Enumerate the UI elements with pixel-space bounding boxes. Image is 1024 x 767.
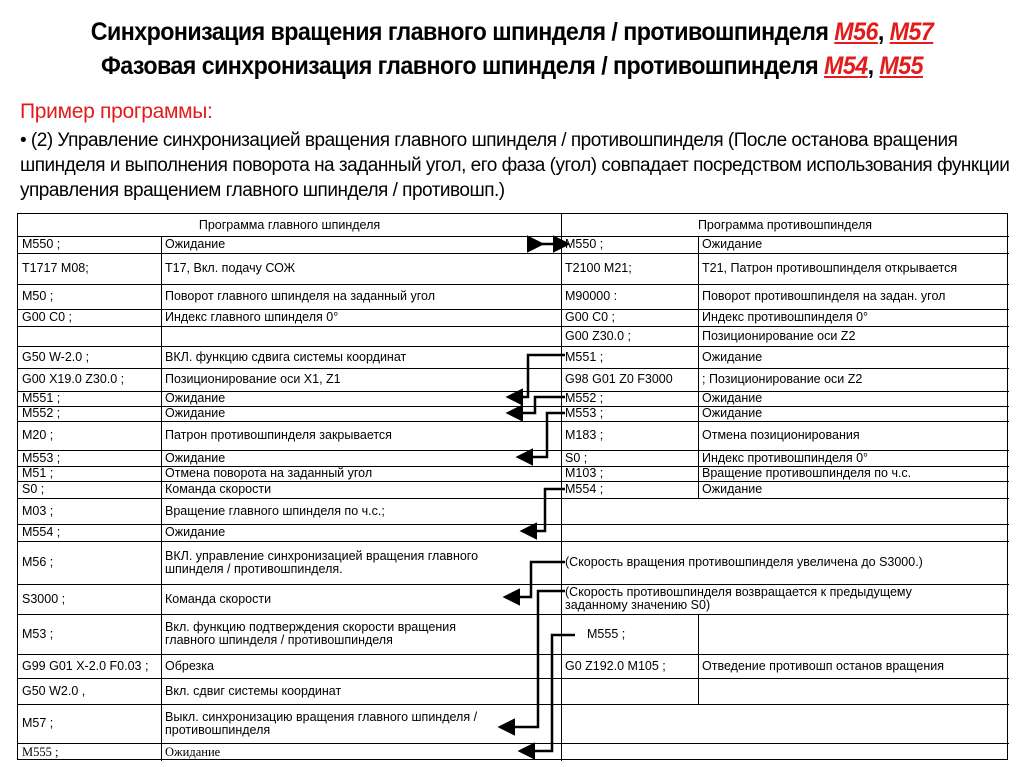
sub-note-cell: (Скорость вращения противошпинделя увеличена до S3000.) <box>565 555 923 569</box>
row-divider <box>561 498 1009 499</box>
sub-note-cell: (Скорость противошпинделя возвращается к предыдущему заданному значению S0) <box>565 585 912 612</box>
description-bullet: • (2) Управление синхронизацией вращения главного шпинделя / противошпинделя (После останова вращения шпинделя и выполнения поворота на заданный угол, его фаза (угол) совпадает посредством использования функции управления вращением главного шпинделя / противошп.) <box>20 130 1010 201</box>
row-divider <box>561 743 1009 744</box>
row-divider <box>561 481 1009 482</box>
sub-desc-cell: Индекс противошпинделя 0° <box>702 450 869 465</box>
sub-code-cell: M550 ; <box>565 237 604 251</box>
row-divider <box>561 406 1009 407</box>
row-divider <box>18 253 561 254</box>
row-divider <box>18 391 561 392</box>
code-link-m57: M57 <box>889 18 934 46</box>
sub-code-cell: M551 ; <box>565 349 604 364</box>
sub-code-cell: M553 ; <box>565 406 604 420</box>
row-divider <box>18 614 561 615</box>
row-divider <box>561 654 1009 655</box>
main-desc-cell: Команда скорости <box>165 591 272 606</box>
sub-code-cell: T2100 M21; <box>565 261 632 275</box>
sub-code-cell: M90000 : <box>565 289 618 303</box>
column-divider <box>161 236 162 761</box>
sub-desc-cell: T21, Патрон противошпинделя открывается <box>702 261 958 275</box>
row-divider <box>561 236 1009 237</box>
row-divider <box>561 421 1009 422</box>
main-code-cell: G00 C0 ; <box>22 310 73 324</box>
row-divider <box>18 450 561 451</box>
main-desc-cell: Индекс главного шпинделя 0° <box>165 310 339 324</box>
column-divider <box>698 614 699 704</box>
sub-code-cell: M183 ; <box>565 428 604 442</box>
header-sub-program: Программа противошпинделя <box>697 217 873 232</box>
sub-code-cell: G00 Z30.0 ; <box>565 328 632 343</box>
sub-desc-cell: ; Позиционирование оси Z2 <box>702 372 863 386</box>
sub-desc-cell: Ожидание <box>702 406 763 420</box>
main-desc-cell: T17, Вкл. подачу СОЖ <box>165 261 296 275</box>
sub-code-cell: S0 ; <box>565 450 588 465</box>
main-code-cell: G50 W2.0 , <box>22 683 86 698</box>
main-code-cell: M553 ; <box>22 450 61 465</box>
row-divider <box>561 309 1009 310</box>
sub-code-cell: M103 ; <box>565 466 604 480</box>
main-code-cell: M554 ; <box>22 525 61 539</box>
row-divider <box>18 584 561 585</box>
main-code-cell: T1717 M08; <box>22 261 89 275</box>
code-link-m56: M56 <box>834 18 878 46</box>
main-code-cell: S0 ; <box>22 482 45 496</box>
main-desc-cell: ВКЛ. функцию сдвига системы координат <box>165 349 407 364</box>
main-desc-cell: Ожидание <box>165 391 226 405</box>
sub-desc-cell: Ожидание <box>702 237 763 251</box>
row-divider <box>18 309 561 310</box>
row-divider <box>561 678 1009 679</box>
main-desc-cell: Ожидание <box>165 525 226 539</box>
sub-desc-cell: Отмена позиционирования <box>702 428 860 442</box>
sub-desc-cell: Ожидание <box>702 349 763 364</box>
main-desc-cell: Вращение главного шпинделя по ч.с.; <box>165 503 385 518</box>
row-divider <box>561 704 1009 705</box>
row-divider <box>561 450 1009 451</box>
code-link-m55: M55 <box>879 52 924 80</box>
row-divider <box>18 406 561 407</box>
row-divider <box>561 368 1009 369</box>
sub-code-cell: G00 C0 ; <box>565 310 616 324</box>
main-desc-cell: ВКЛ. управление синхронизацией вращения главного шпинделя / противошпинделя. <box>165 548 479 576</box>
row-divider <box>18 498 561 499</box>
main-desc-cell: Поворот главного шпинделя на заданный угол <box>165 289 436 303</box>
main-desc-cell: Патрон противошпинделя закрывается <box>165 428 392 442</box>
row-divider <box>18 678 561 679</box>
code-link-m54: M54 <box>824 52 868 80</box>
sub-desc-cell: Позиционирование оси Z2 <box>702 328 856 343</box>
sub-code-cell: G0 Z192.0 M105 ; <box>565 658 666 673</box>
main-desc-cell: Ожидание <box>165 744 221 759</box>
sub-code-cell: G98 G01 Z0 F3000 <box>565 372 673 386</box>
row-divider <box>18 236 561 237</box>
main-desc-cell: Обрезка <box>165 658 214 673</box>
row-divider <box>18 654 561 655</box>
main-code-cell: M51 ; <box>22 466 54 480</box>
sub-desc-cell: Ожидание <box>702 482 763 496</box>
main-desc-cell: Позиционирование оси X1, Z1 <box>165 372 341 386</box>
main-code-cell: M57 ; <box>22 716 54 730</box>
row-divider <box>561 524 1009 525</box>
sub-code-cell: M555 ; <box>587 626 626 641</box>
main-code-cell: M50 ; <box>22 289 54 303</box>
sub-desc-cell: Поворот противошпинделя на задан. угол <box>702 289 946 303</box>
row-divider <box>561 466 1009 467</box>
main-desc-cell: Выкл. синхронизацию вращения главного шпинделя / противошпинделя <box>165 709 478 737</box>
sub-code-cell: M554 ; <box>565 482 604 496</box>
main-code-cell: M53 ; <box>22 626 54 641</box>
row-divider <box>18 481 561 482</box>
main-code-cell <box>18 326 161 346</box>
main-desc-cell: Вкл. сдвиг системы координат <box>165 683 342 698</box>
main-desc-cell: Отмена поворота на заданный угол <box>165 466 373 480</box>
main-desc-cell: Ожидание <box>165 237 226 251</box>
sub-desc-cell: Вращение противошпинделя по ч.с. <box>702 466 912 480</box>
main-desc-cell: Вкл. функцию подтверждения скорости вращения главного шпинделя / противошпинделя <box>165 620 456 647</box>
program-table <box>17 213 1008 760</box>
main-code-cell: S3000 ; <box>22 591 66 606</box>
main-desc-cell <box>161 326 561 346</box>
row-divider <box>561 284 1009 285</box>
section-subtitle: Пример программы: <box>20 100 213 123</box>
row-divider <box>18 326 561 327</box>
row-divider <box>18 524 561 525</box>
main-code-cell: G50 W-2.0 ; <box>22 349 90 364</box>
title-line-1: Синхронизация вращения главного шпинделя / противошпинделя M56, M57 <box>90 18 934 46</box>
main-code-cell: M20 ; <box>22 428 54 442</box>
title-line-2: Фазовая синхронизация главного шпинделя / противошпинделя M54, M55 <box>100 52 924 80</box>
row-divider <box>18 743 561 744</box>
row-divider <box>561 346 1009 347</box>
column-divider <box>698 236 699 498</box>
row-divider <box>561 326 1009 327</box>
row-divider <box>18 704 561 705</box>
main-code-cell: M03 ; <box>22 503 54 518</box>
main-desc-cell: Ожидание <box>165 450 226 465</box>
row-divider <box>18 346 561 347</box>
sub-code-cell: M552 ; <box>565 391 604 405</box>
main-desc-cell: Ожидание <box>165 406 226 420</box>
main-code-cell: M555 ; <box>22 744 59 759</box>
row-divider <box>18 466 561 467</box>
row-divider <box>561 391 1009 392</box>
main-code-cell: M56 ; <box>22 555 54 569</box>
row-divider <box>18 421 561 422</box>
sub-desc-cell: Отведение противошп останов вращения <box>702 658 945 673</box>
main-code-cell: G00 X19.0 Z30.0 ; <box>22 372 125 386</box>
row-divider <box>18 284 561 285</box>
main-desc-cell: Команда скорости <box>165 482 272 496</box>
main-code-cell: M552 ; <box>22 406 61 420</box>
main-code-cell: M551 ; <box>22 391 61 405</box>
main-code-cell: G99 G01 X-2.0 F0.03 ; <box>22 658 149 673</box>
sub-desc-cell: Ожидание <box>702 391 763 405</box>
row-divider <box>18 368 561 369</box>
row-divider <box>18 541 561 542</box>
header-main-program: Программа главного шпинделя <box>198 217 381 232</box>
main-code-cell: M550 ; <box>22 237 61 251</box>
row-divider <box>561 253 1009 254</box>
sub-desc-cell: Индекс противошпинделя 0° <box>702 310 869 324</box>
